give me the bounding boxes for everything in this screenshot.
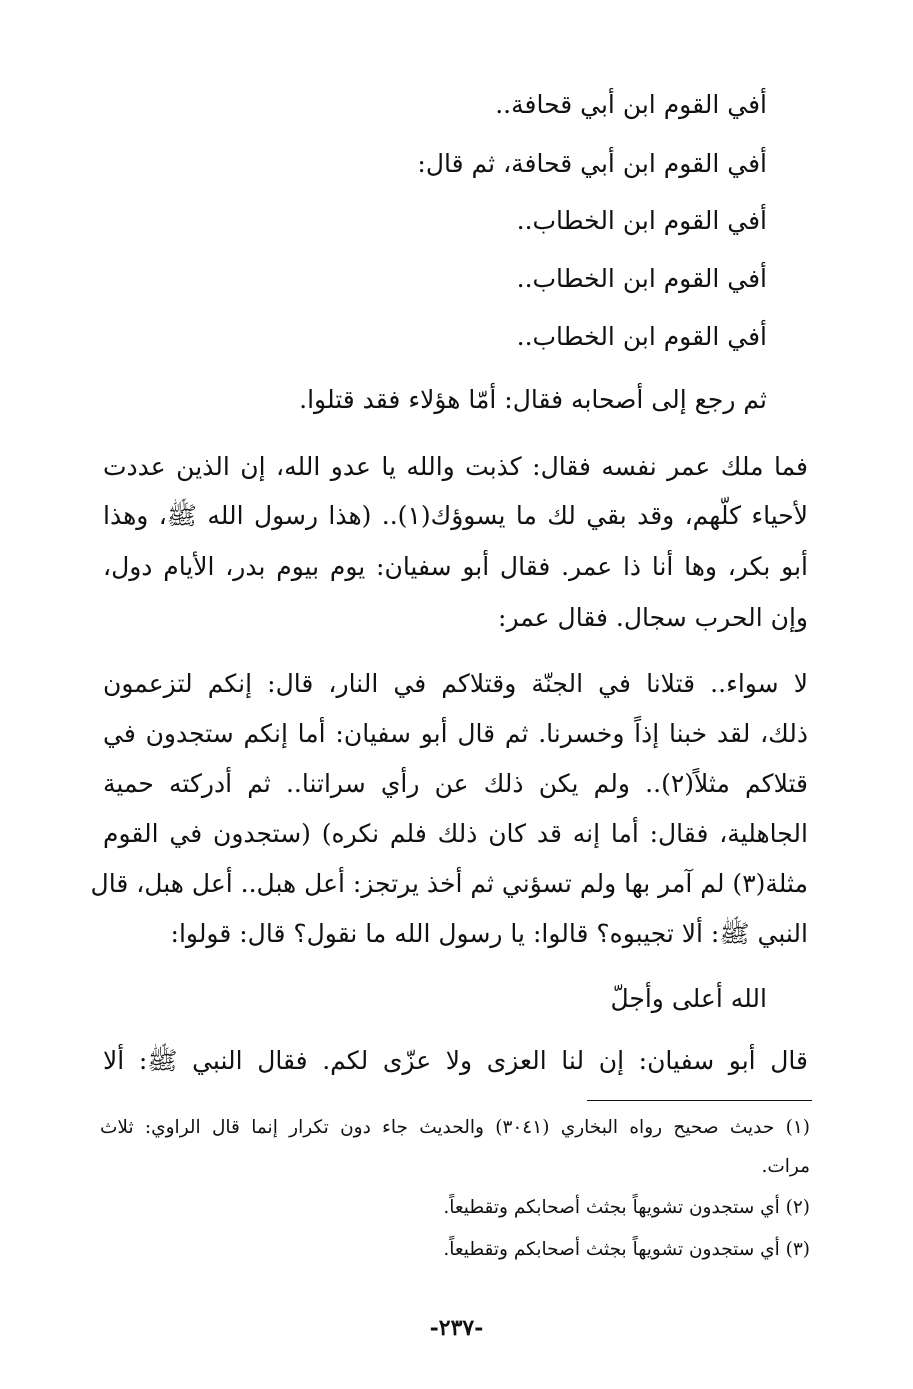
text-line: لأحياء كلّهم، وقد بقي لك ما يسوؤك(١).. (هذا رسول الله ﷺ، وهذا [103, 501, 809, 530]
text-line: ثم رجع إلى أصحابه فقال: أمّا هؤلاء فقد قتلوا. [299, 385, 767, 414]
text-line: أفي القوم ابن الخطاب.. [516, 322, 767, 351]
text-line: أفي القوم ابن الخطاب.. [516, 206, 767, 235]
text-line: الجاهلية، فقال: أما إنه قد كان ذلك فلم نكره) (ستجدون في القوم [103, 819, 808, 848]
text-line: قال أبو سفيان: إن لنا العزى ولا عزّى لكم. فقال النبي ﷺ: ألا [103, 1046, 808, 1075]
footnote: (١) حديث صحيح رواه البخاري (٣٠٤١) والحديث جاء دون تكرار إنما قال الراوي: ثلاث [100, 1117, 810, 1138]
text-line: أبو بكر، وها أنا ذا عمر. فقال أبو سفيان: يوم بيوم بدر، الأيام دول، [103, 552, 808, 581]
text-line: مثلة(٣) لم آمر بها ولم تسؤني ثم أخذ يرتجز: أعل هبل.. أعل هبل، قال [90, 869, 808, 898]
text-line: الله أعلى وأجلّ [610, 984, 767, 1013]
footnote-separator [587, 1100, 812, 1101]
text-line: النبي ﷺ: ألا تجيبوه؟ قالوا: يا رسول الله ما نقول؟ قال: قولوا: [170, 919, 808, 948]
text-line: ذلك، لقد خبنا إذاً وخسرنا. ثم قال أبو سفيان: أما إنكم ستجدون في [103, 719, 808, 748]
text-line: فما ملك عمر نفسه فقال: كذبت والله يا عدو الله، إن الذين عددت [103, 452, 808, 481]
page-number: -٢٣٧- [429, 1315, 484, 1341]
text-line: أفي القوم ابن أبي قحافة.. [495, 90, 767, 119]
footnote: (٢) أي ستجدون تشويهاً بجثث أصحابكم وتقطيعاً. [443, 1197, 810, 1218]
footnote: (٣) أي ستجدون تشويهاً بجثث أصحابكم وتقطيعاً. [443, 1239, 810, 1260]
text-line: أفي القوم ابن أبي قحافة، ثم قال: [417, 149, 767, 178]
text-line: قتلاكم مثلاً(٢).. ولم يكن ذلك عن رأي سراتنا.. ثم أدركته حمية [103, 769, 808, 798]
text-line: أفي القوم ابن الخطاب.. [516, 264, 767, 293]
text-line: وإن الحرب سجال. فقال عمر: [498, 603, 808, 632]
text-line: لا سواء.. قتلانا في الجنّة وقتلاكم في النار، قال: إنكم لتزعمون [103, 669, 808, 698]
footnote: مرات. [761, 1156, 810, 1177]
